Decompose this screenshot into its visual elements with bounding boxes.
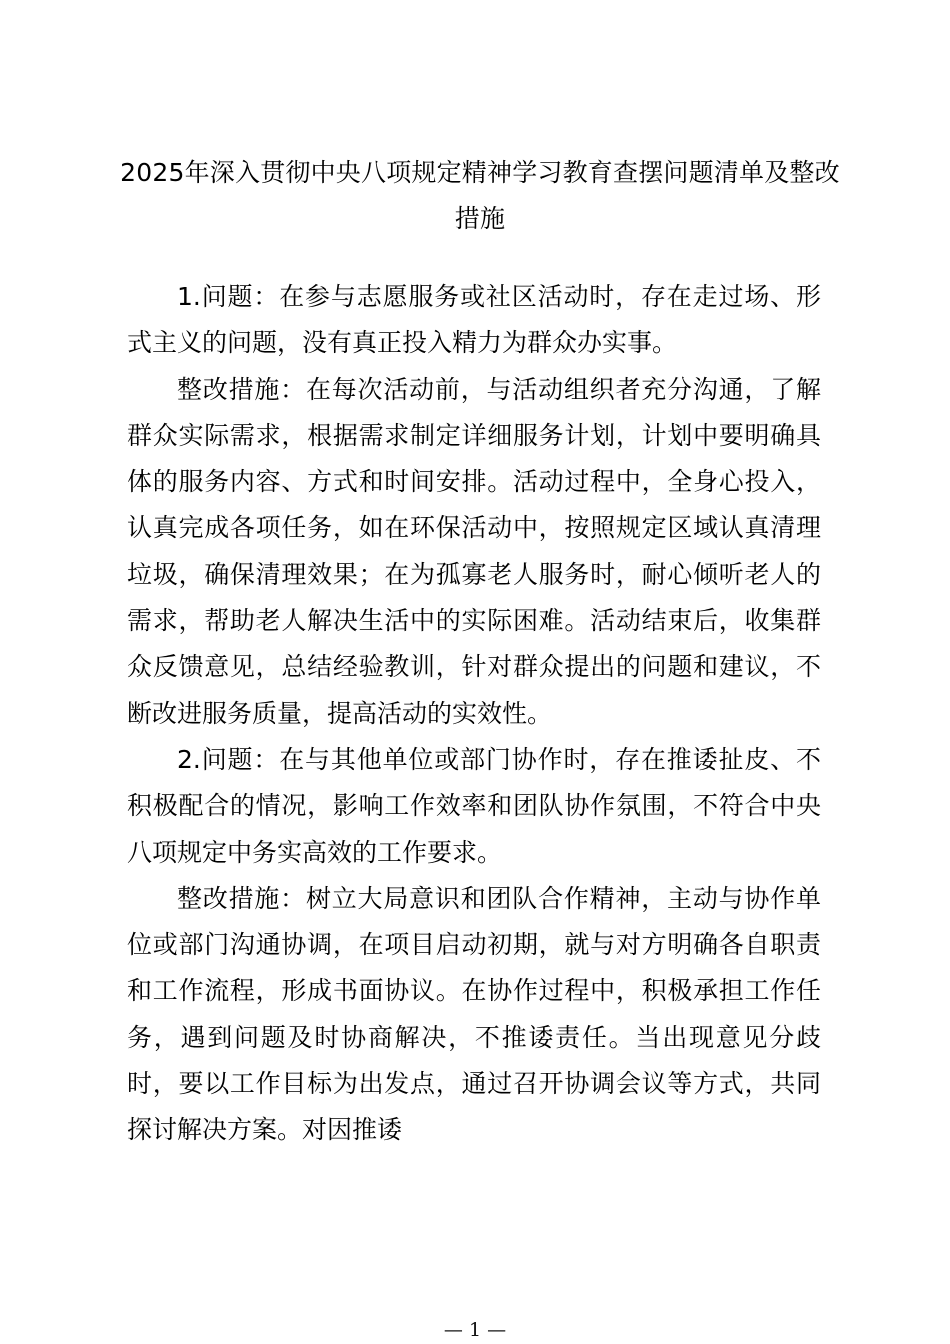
document-title: 2025年深入贯彻中央八项规定精神学习教育查摆问题清单及整改措施	[120, 158, 840, 233]
paragraph-issue-1: 1.问题：在参与志愿服务或社区活动时，存在走过场、形式主义的问题，没有真正投入精力为群众办实事。	[127, 282, 821, 358]
paragraph-measures-1: 整改措施：在每次活动前，与活动组织者充分沟通，了解群众实际需求，根据需求制定详细服务计划，计划中要明确具体的服务内容、方式和时间安排。活动过程中，全身心投入，认真完成各项任务，如在环保活动中，按照规定区域认真清理垃圾，确保清理效果；在为孤寡老人服务时，耐心倾听老人的需求，帮助老人解决生活中的实际困难。活动结束后，收集群众反馈意见，总结经验教训，针对群众提出的问题和建议，不断改进服务质量，提高活动的实效性。	[127, 374, 821, 728]
document-body	[127, 274, 821, 1154]
paragraph-issue-2: 2.问题：在与其他单位或部门协作时，存在推诿扯皮、不积极配合的情况，影响工作效率和团队协作氛围，不符合中央八项规定中务实高效的工作要求。	[127, 744, 821, 867]
paragraph-measures-2: 整改措施：树立大局意识和团队合作精神，主动与协作单位或部门沟通协调，在项目启动初期，就与对方明确各自职责和工作流程，形成书面协议。在协作过程中，积极承担工作任务，遇到问题及时协商解决，不推诿责任。当出现意见分歧时，要以工作目标为出发点，通过召开协调会议等方式，共同探讨解决方案。对因推诿	[127, 883, 821, 1145]
page-number: — 1 —	[443, 1319, 507, 1341]
